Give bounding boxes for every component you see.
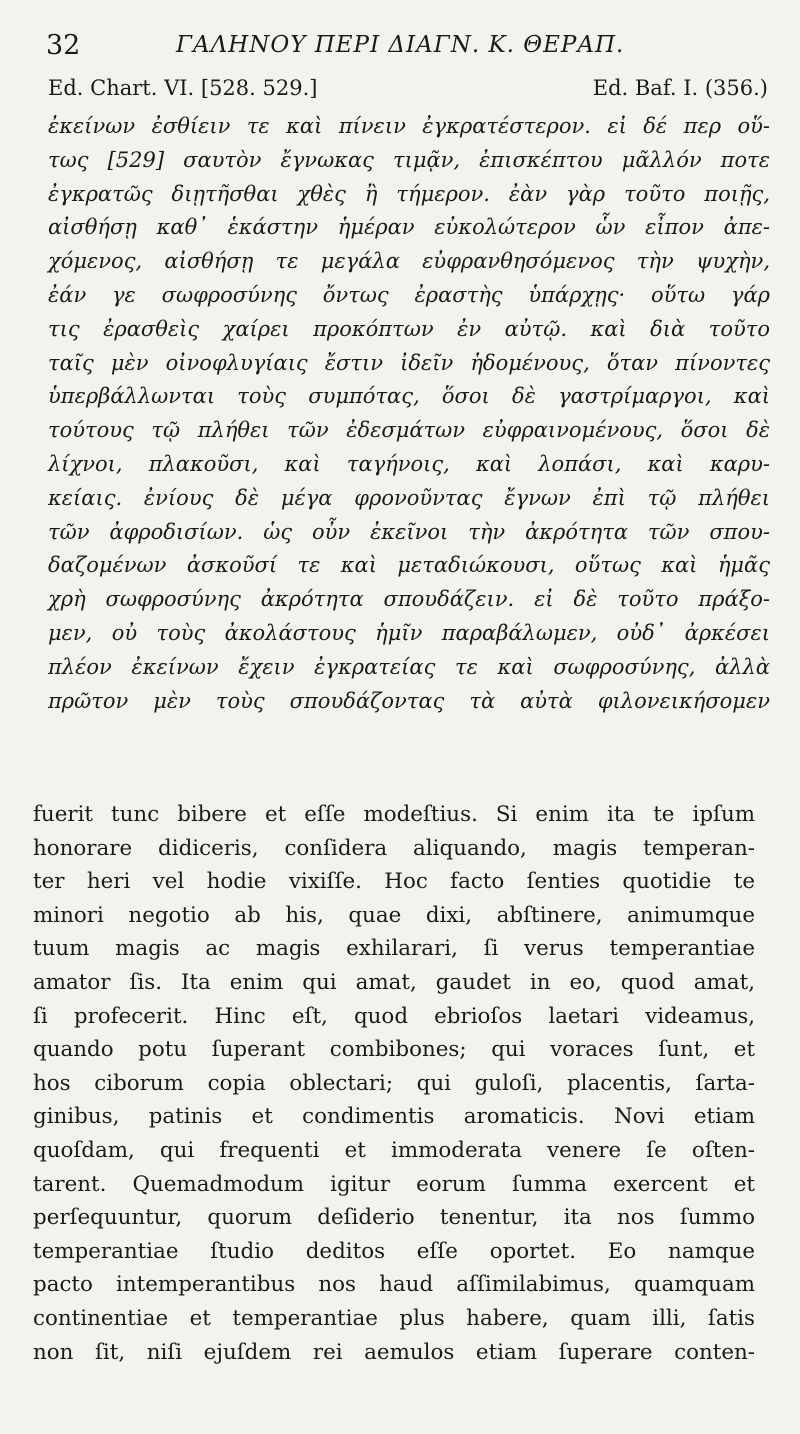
edition-reference-basel: Ed. Baf. I. (356.) (592, 76, 768, 100)
edition-reference-line (48, 76, 768, 106)
greek-line: τῶν ἀφροδισίων. ὡς οὖν ἐκεῖνοι τὴν ἀκρότητα τῶν σπου- (48, 519, 770, 544)
latin-line: quando potu ſuperant combibones; qui voraces ſunt, et (33, 1037, 755, 1063)
greek-line: λίχνοι, πλακοῦσι, καὶ ταγήνοις, καὶ λοπάσι, καὶ καρυ- (48, 451, 770, 476)
greek-line: μεν, οὐ τοὺς ἀκολάστους ἡμῖν παραβάλωμεν, οὐδ᾽ ἀρκέσει (48, 620, 770, 645)
greek-line: ταῖς μὲν οἰνοφλυγίαις ἔστιν ἰδεῖν ἡδομένους, ὅταν πίνοντες (48, 350, 770, 375)
greek-line: ἐκείνων ἐσθίειν τε καὶ πίνειν ἐγκρατέστερον. εἰ δέ περ οὕ- (48, 114, 770, 138)
greek-line: ὑπερβάλλωνται τοὺς συμπότας, ὅσοι δὲ γαστρίμαργοι, καὶ (48, 384, 770, 409)
latin-line: perſequuntur, quorum deſiderio tenentur, ita nos ſummo (33, 1205, 755, 1231)
latin-line: tuum magis ac magis exhilarari, ſi verus temperantiae (33, 936, 755, 962)
latin-translation (33, 798, 755, 1369)
greek-line: τως [529] σαυτὸν ἔγνωκας τιμᾷν, ἐπισκέπτου μᾶλλόν ποτε (48, 147, 770, 172)
edition-reference-chartier: Ed. Chart. VI. [528. 529.] (48, 76, 318, 100)
latin-line: amator ſis. Ita enim qui amat, gaudet in eo, quod amat, (33, 969, 755, 995)
running-title: ΓΑΛΗΝΟΥ ΠΕΡΙ ΔΙΑΓΝ. Κ. ΘΕΡΑΠ. (176, 32, 625, 58)
greek-line: πρῶτον μὲν τοὺς σπουδάζοντας τὰ αὐτὰ φιλονεικήσομεν (48, 688, 770, 713)
latin-line: ſi profecerit. Hinc eſt, quod ebrioſos laetari videamus, (33, 1003, 755, 1029)
greek-text (48, 110, 770, 718)
latin-line: honorare didiceris, conſidera aliquando, magis temperan- (33, 835, 755, 861)
greek-line: τις ἐρασθεὶς χαίρει προκόπτων ἐν αὐτῷ. καὶ διὰ τοῦτο (48, 316, 770, 341)
latin-line: continentiae et temperantiae plus habere, quam illi, ſatis (33, 1305, 755, 1331)
latin-line: temperantiae ſtudio deditos eſſe oportet. Eo namque (33, 1238, 755, 1264)
greek-line: αἰσθήσῃ καθ᾽ ἑκάστην ἡμέραν εὐκολώτερον ὧν εἶπον ἀπε- (48, 215, 770, 240)
page-number: 32 (46, 30, 81, 61)
latin-line: non ſit, niſi ejuſdem rei aemulos etiam ſuperare conten- (33, 1339, 755, 1365)
latin-line: hos ciborum copia oblectari; qui guloſi, placentis, ſarta- (33, 1070, 755, 1096)
greek-line: ἐάν γε σωφροσύνης ὄντως ἐραστὴς ὑπάρχῃς· οὕτω γάρ (48, 282, 770, 307)
latin-line: fuerit tunc bibere et eſſe modeſtius. Si enim ita te ipſum (33, 802, 755, 827)
latin-line: minori negotio ab his, quae dixi, abſtinere, animumque (33, 902, 755, 928)
greek-line: τούτους τῷ πλήθει τῶν ἐδεσμάτων εὐφραινομένους, ὅσοι δὲ (48, 418, 770, 443)
greek-line: χόμενος, αἰσθήσῃ τε μεγάλα εὐφρανθησόμενος τὴν ψυχὴν, (48, 249, 770, 274)
greek-line: δαζομένων ἀσκοῦσί τε καὶ μεταδιώκουσι, οὕτως καὶ ἡμᾶς (48, 553, 770, 578)
latin-line: pacto intemperantibus nos haud aſſimilabimus, quamquam (33, 1272, 755, 1298)
latin-line: ter heri vel hodie vixiſſe. Hoc facto ſenties quotidie te (33, 869, 755, 895)
latin-line: tarent. Quemadmodum igitur eorum ſumma exercent et (33, 1171, 755, 1197)
greek-line: χρὴ σωφροσύνης ἀκρότητα σπουδάζειν. εἰ δὲ τοῦτο πράξο- (48, 587, 770, 612)
running-head (46, 30, 760, 66)
latin-line: ginibus, patinis et condimentis aromaticis. Novi etiam (33, 1104, 755, 1130)
greek-line: κείαις. ἐνίους δὲ μέγα φρονοῦντας ἔγνων ἐπὶ τῷ πλήθει (48, 485, 770, 510)
greek-line: ἐγκρατῶς διῃτῆσθαι χθὲς ἢ τήμερον. ἐὰν γὰρ τοῦτο ποιῇς, (48, 181, 770, 206)
latin-line: quoſdam, qui frequenti et immoderata venere ſe oſten- (33, 1137, 755, 1163)
greek-line: πλέον ἐκείνων ἔχειν ἐγκρατείας τε καὶ σωφροσύνης, ἀλλὰ (48, 654, 770, 679)
